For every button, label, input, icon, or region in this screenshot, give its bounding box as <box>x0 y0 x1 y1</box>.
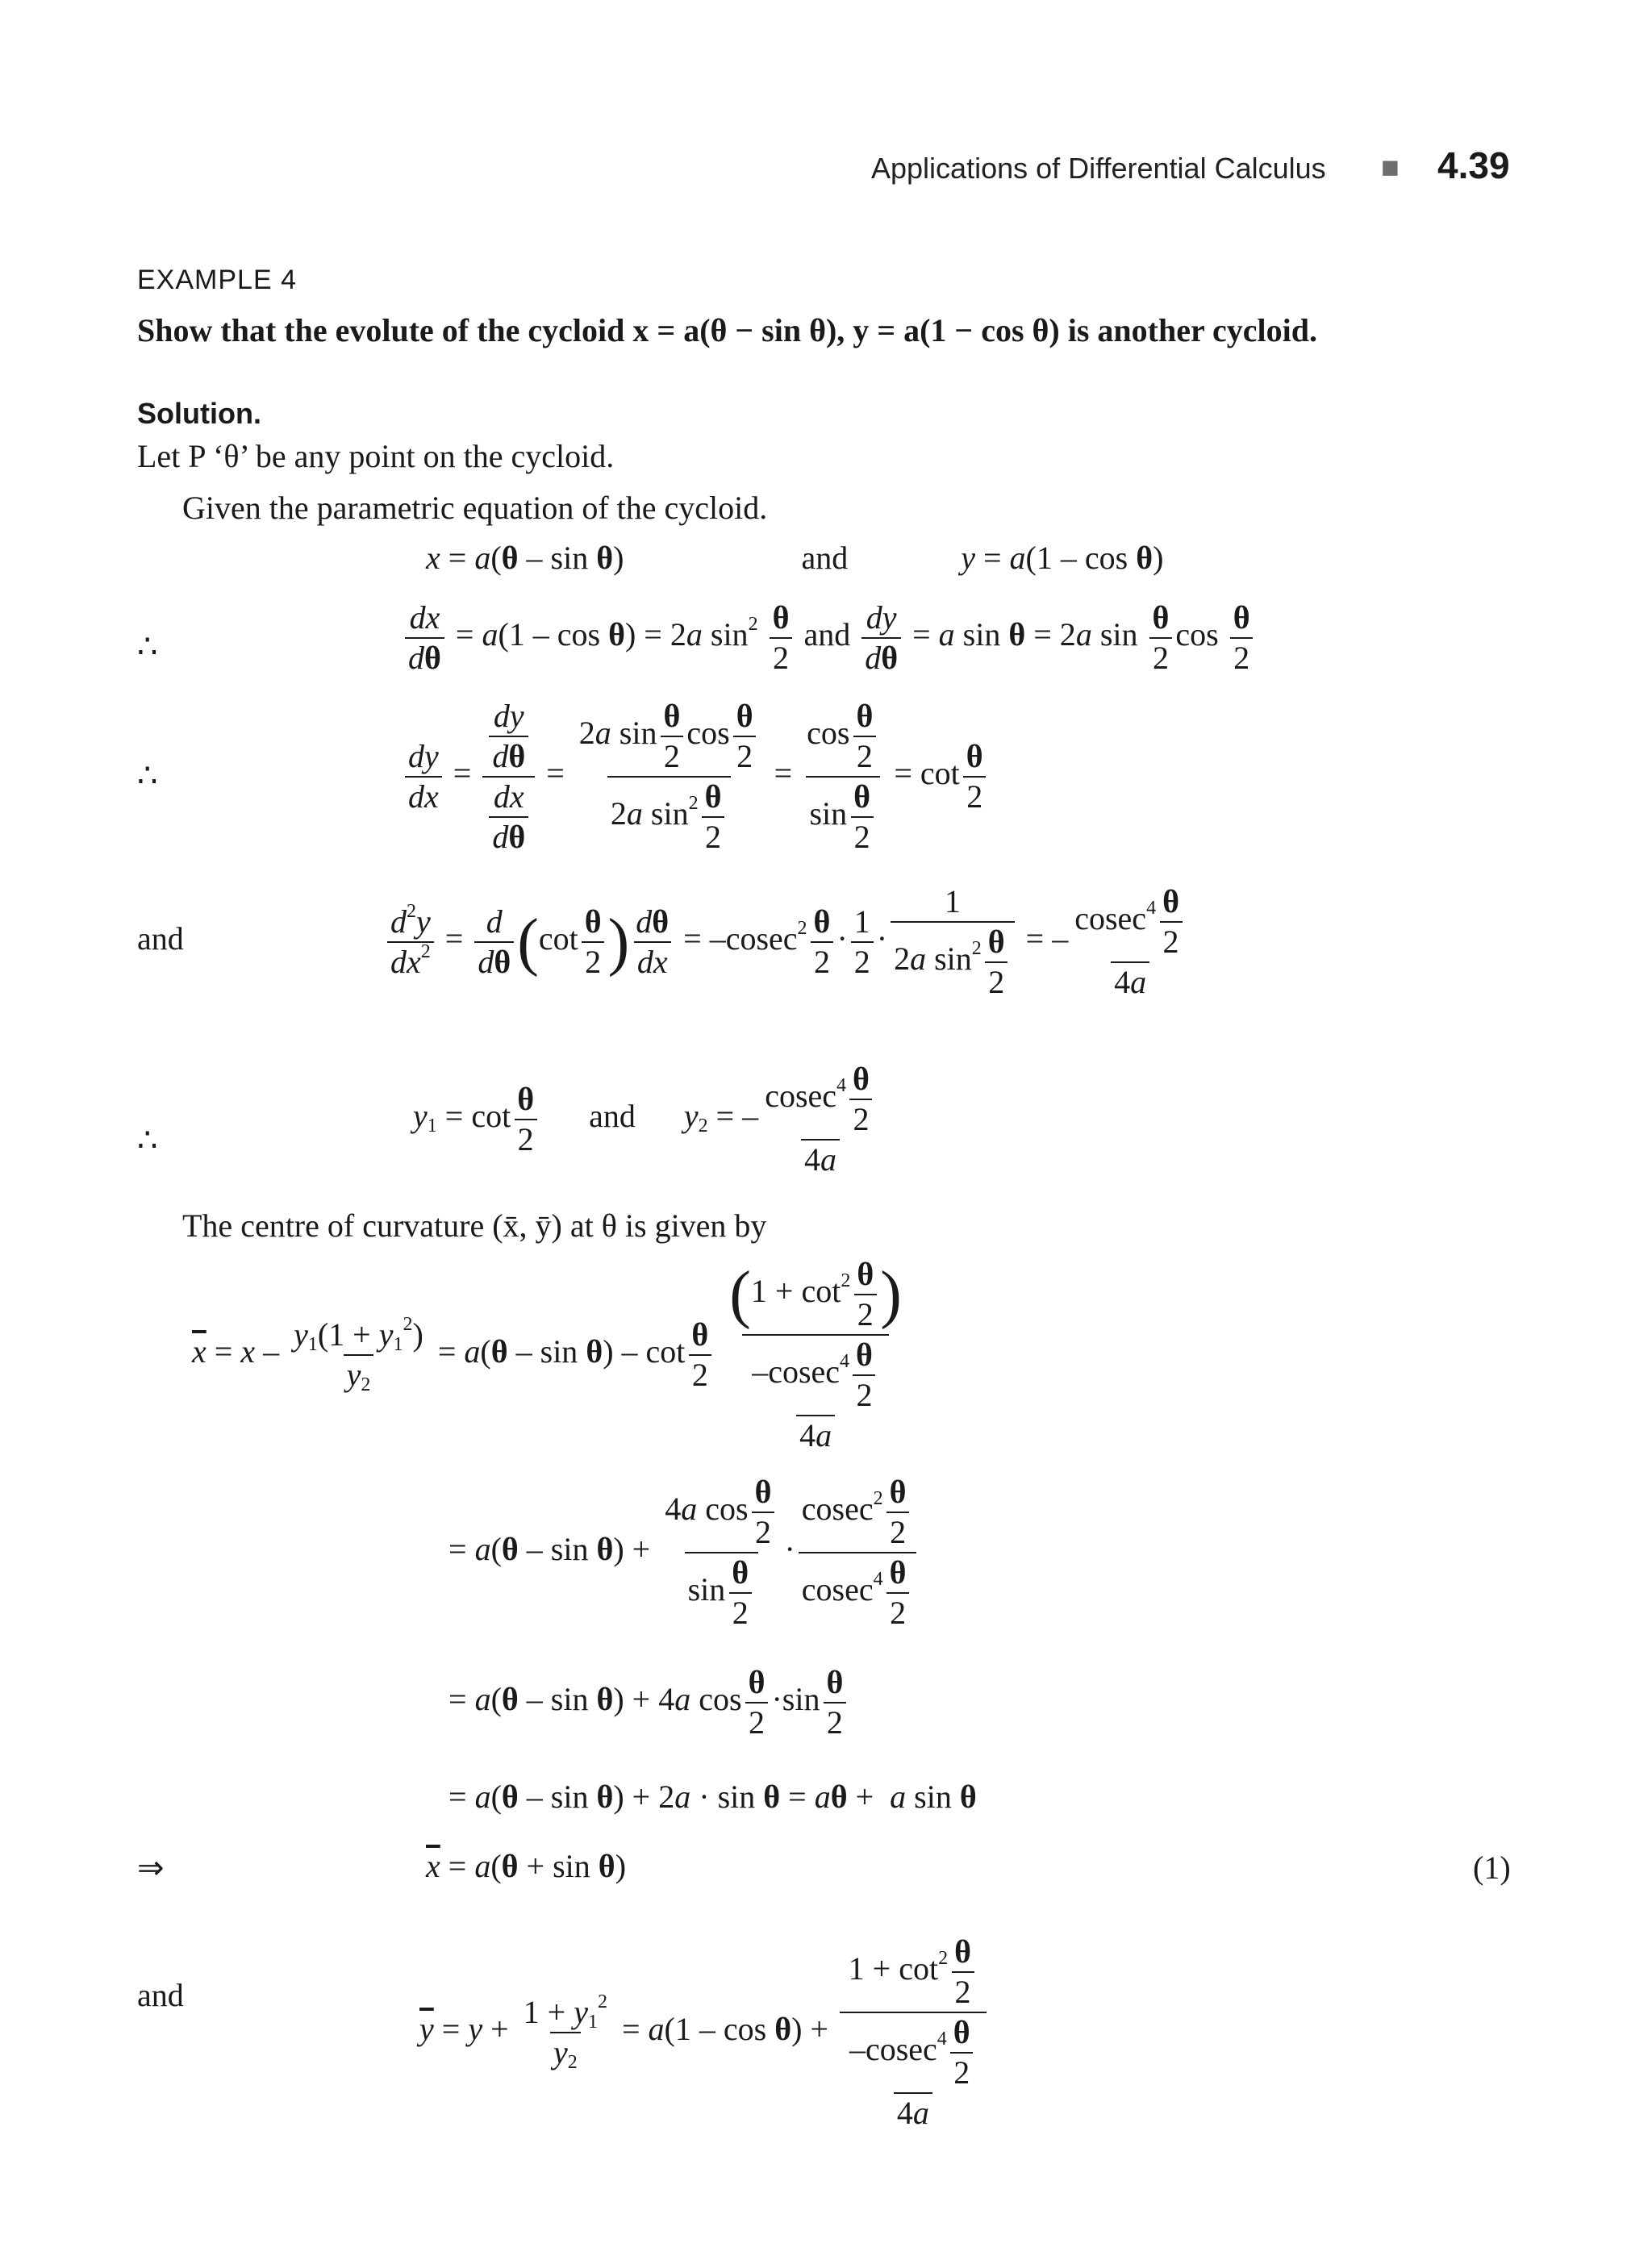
therefore-symbol: ∴ <box>137 757 158 794</box>
solution-line-1: Let P ‘θ’ be any point on the cycloid. <box>137 438 615 474</box>
equation-xbar-3: = a(θ – sin θ) + 4a cos $\frac{\theta}{2}$ ·sin $\frac{\theta}{2}$ <box>448 1666 849 1739</box>
equation-second-derivative: $\frac{d^2y}{dx^2}$ = $\frac{d}{d\theta}$ (cot $\frac{\theta}{2}$ ) $\frac{d\theta}{dx}$ = –cosec$^2$ $\frac{\theta}{2}$ · $\frac{1}{2}$ · 1 2a $\sin^2$ $\frac{\theta}{2}$ = – cosec$^4$ $\frac{\theta}{2}$ 4a <box>384 886 1192 999</box>
equation-first-derivatives: $\frac{dx}{d\theta}$ = a(1 – cos θ) = 2a $\sin^2$ $\frac{\theta}{2}$ and $\frac{dy}{d\theta}$ = a sin θ = 2a sin $\frac{\theta}{2}$ cos $\frac{\theta}{2}$ <box>402 602 1257 674</box>
equation-xbar-result: $\overline{x} = a(\theta + \sin \theta)$ <box>426 1848 627 1884</box>
example-label: EXAMPLE 4 <box>137 265 297 295</box>
running-header <box>871 152 1326 186</box>
equation-xbar-4: = a(θ – sin θ) + 2a · sin θ = aθ + a sin θ <box>448 1779 977 1815</box>
implies-symbol: ⇒ <box>137 1849 165 1886</box>
equation-xbar-1: $\overline{x} = x$ – $\frac{y_1(1 + y_1^2)}{y_2}$ = a(θ – sin θ) – cot $\frac{\theta}{2}$ ($1 + \cot^2$ $\frac{\theta}{2}$ ) –cosec$^4$ $\frac{\theta}{2}$ 4a <box>192 1256 902 1453</box>
equation-tag-1: (1) <box>1473 1849 1511 1886</box>
running-title: Applications of Differential Calculus <box>871 152 1326 185</box>
equation-xbar-2: = a(θ – sin θ) + 4a cos $\frac{\theta}{2}$ sin $\frac{\theta}{2}$ · cosec$^2$ $\frac{\theta}{2}$ cosec$^4$ $\frac{\theta}{2}$ <box>448 1476 920 1629</box>
header-square-marker: ■ <box>1381 151 1400 185</box>
word-and: and <box>801 540 849 576</box>
example-statement: Show that the evolute of the cycloid x = a(θ − sin θ), y = a(1 − cos θ) is another cycloid. <box>137 312 1317 348</box>
page-number: 4.39 <box>1437 144 1510 186</box>
therefore-symbol: ∴ <box>137 1122 158 1158</box>
solution-line-2: Given the parametric equation of the cycloid. <box>182 490 768 526</box>
solution-heading: Solution. <box>137 397 261 430</box>
equation-dy-dx: $\frac{dy}{dx}$ = $\frac{\frac{dy}{d\theta}}{\frac{dx}{d\theta}}$ = 2a sin $\frac{\theta}{2}$ cos $\frac{\theta}{2}$ 2a $\sin^2$ $\frac{\theta}{2}$ = cos $\frac{\theta}{2}$ sin $\frac{\theta}{2}$ = cot $\frac{\theta}{2}$ <box>402 700 990 853</box>
equation-parametric: x = a(θ – sin θ) and y = a(1 – cos θ) <box>426 540 1164 576</box>
word-and-second-derivative: and <box>137 920 184 957</box>
word-and-ybar: and <box>137 1977 184 2013</box>
equation-ybar: $\overline{y} = y$ + $\frac{1 + y_1^2}{y_2}$ = a(1 – cos θ) + $1 + \cot^2$ $\frac{\theta}{2}$ –cosec$^4$ $\frac{\theta}{2}$ 4a <box>419 1936 990 2129</box>
equation-y1-y2: $y_1 = \cot$ $\frac{\theta}{2}$ and $y_2$ = – cosec$^4$ $\frac{\theta}{2}$ 4a <box>413 1063 882 1176</box>
therefore-symbol: ∴ <box>137 628 158 665</box>
centre-of-curvature-text: The centre of curvature (x̄, ȳ) at θ is given by <box>182 1207 767 1244</box>
